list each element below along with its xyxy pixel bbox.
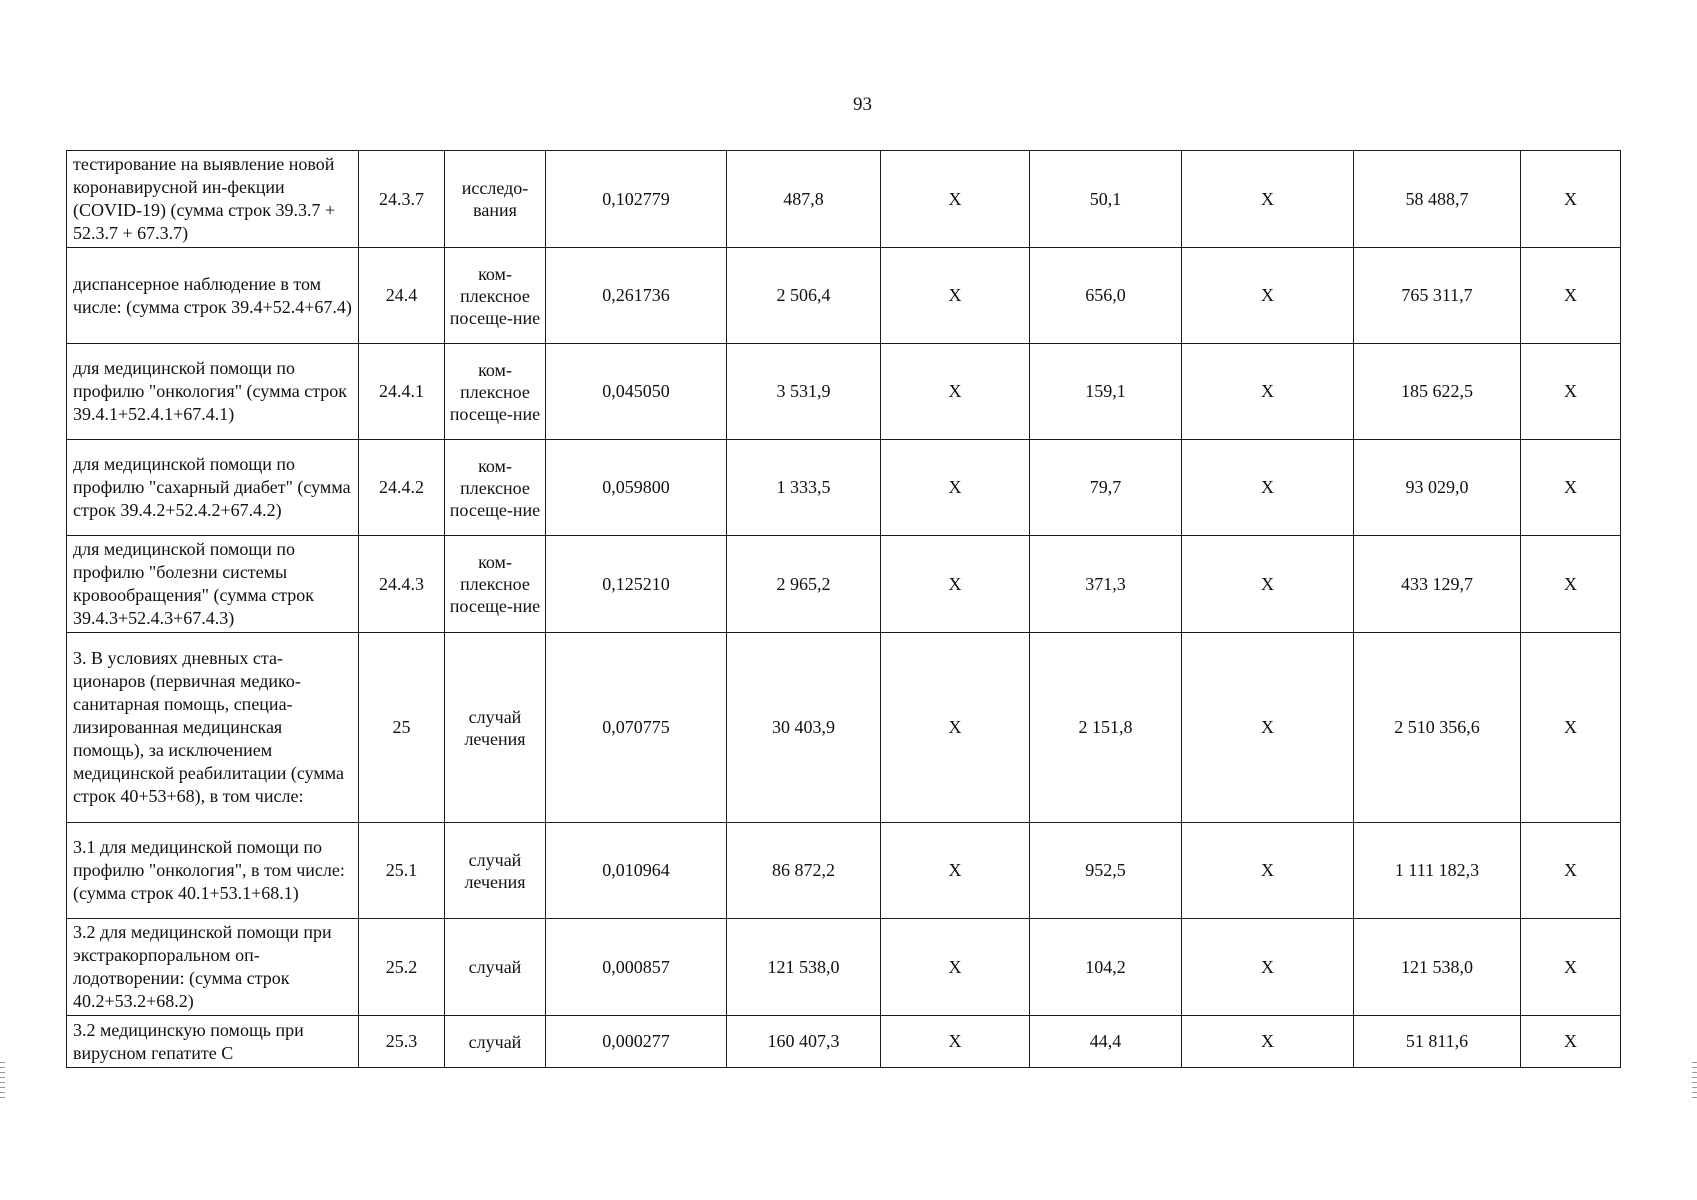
row-cell: X — [1182, 823, 1354, 919]
row-cell: X — [1182, 536, 1354, 633]
row-cell: X — [1521, 1016, 1621, 1068]
row-cell: 185 622,5 — [1354, 344, 1521, 440]
row-unit-cell: ком-плексное посеще-ние — [445, 536, 546, 633]
table-row — [67, 344, 1621, 440]
row-cell: X — [881, 344, 1030, 440]
row-code-cell: 24.4.2 — [359, 440, 445, 536]
row-cell: X — [1521, 919, 1621, 1016]
row-cell: X — [1521, 633, 1621, 823]
row-norm-cell: 0,000277 — [546, 1016, 727, 1068]
row-cell: X — [1521, 440, 1621, 536]
row-code-cell: 25.1 — [359, 823, 445, 919]
row-cell: 765 311,7 — [1354, 248, 1521, 344]
row-norm-cell: 0,125210 — [546, 536, 727, 633]
row-cell: 104,2 — [1030, 919, 1182, 1016]
row-unit-cell: ком-плексное посеще-ние — [445, 344, 546, 440]
row-unit-cell: случай лечения — [445, 633, 546, 823]
row-name-cell: для медицинской помощи по профилю "онкология" (сумма строк 39.4.1+52.4.1+67.4.1) — [67, 344, 359, 440]
row-cell: 656,0 — [1030, 248, 1182, 344]
row-name-cell: 3.2 для медицинской помощи при экстракорпоральном оп-лодотворении: (сумма строк 40.2+53.2+68.2) — [67, 919, 359, 1016]
row-name-cell: 3.1 для медицинской помощи по профилю "онкология", в том числе: (сумма строк 40.1+53.1+68.1) — [67, 823, 359, 919]
row-cell: 51 811,6 — [1354, 1016, 1521, 1068]
row-cell: X — [1521, 344, 1621, 440]
table-row — [67, 440, 1621, 536]
table-row — [67, 248, 1621, 344]
scan-edge-mark — [0, 1062, 5, 1098]
row-unit-cell: случай — [445, 1016, 546, 1068]
row-cell: X — [881, 248, 1030, 344]
row-cell: X — [1521, 536, 1621, 633]
row-cell: X — [1521, 248, 1621, 344]
row-cell: X — [881, 536, 1030, 633]
row-cell: X — [1521, 151, 1621, 248]
row-cost-cell: 160 407,3 — [727, 1016, 881, 1068]
row-cell: 952,5 — [1030, 823, 1182, 919]
row-cell: X — [881, 440, 1030, 536]
row-code-cell: 24.4.3 — [359, 536, 445, 633]
row-cost-cell: 1 333,5 — [727, 440, 881, 536]
page-number: 93 — [853, 94, 872, 115]
row-cell: X — [881, 151, 1030, 248]
row-cost-cell: 121 538,0 — [727, 919, 881, 1016]
row-cell: 121 538,0 — [1354, 919, 1521, 1016]
row-cell: 371,3 — [1030, 536, 1182, 633]
table-row — [67, 633, 1621, 823]
row-code-cell: 25 — [359, 633, 445, 823]
row-cell: X — [881, 1016, 1030, 1068]
row-cost-cell: 487,8 — [727, 151, 881, 248]
row-cell: X — [1182, 440, 1354, 536]
row-name-cell: 3.2 медицинскую помощь при вирусном гепатите С — [67, 1016, 359, 1068]
row-norm-cell: 0,045050 — [546, 344, 727, 440]
row-cell: 433 129,7 — [1354, 536, 1521, 633]
row-cell: X — [881, 919, 1030, 1016]
row-cell: X — [1182, 344, 1354, 440]
row-cost-cell: 2 965,2 — [727, 536, 881, 633]
row-cost-cell: 3 531,9 — [727, 344, 881, 440]
table-row — [67, 919, 1621, 1016]
table-row — [67, 823, 1621, 919]
row-cost-cell: 30 403,9 — [727, 633, 881, 823]
row-name-cell: для медицинской помощи по профилю "болезни системы кровообращения" (сумма строк 39.4.3+52.4.3+67.4.3) — [67, 536, 359, 633]
row-cell: X — [1182, 919, 1354, 1016]
table-row — [67, 536, 1621, 633]
row-code-cell: 25.2 — [359, 919, 445, 1016]
row-norm-cell: 0,059800 — [546, 440, 727, 536]
row-code-cell: 24.4 — [359, 248, 445, 344]
row-name-cell: диспансерное наблюдение в том числе: (сумма строк 39.4+52.4+67.4) — [67, 248, 359, 344]
row-name-cell: 3. В условиях дневных ста-ционаров (первичная медико-санитарная помощь, специа-лизированная медицинская помощь), за исключением медицинской реабилитации (сумма строк 40+53+68), в том числе: — [67, 633, 359, 823]
row-code-cell: 24.3.7 — [359, 151, 445, 248]
row-cell: 58 488,7 — [1354, 151, 1521, 248]
row-cell: X — [881, 823, 1030, 919]
row-cell: X — [1521, 823, 1621, 919]
table-row — [67, 1016, 1621, 1068]
row-norm-cell: 0,010964 — [546, 823, 727, 919]
row-cell: 1 111 182,3 — [1354, 823, 1521, 919]
row-norm-cell: 0,261736 — [546, 248, 727, 344]
table-row — [67, 151, 1621, 248]
row-cell: X — [1182, 248, 1354, 344]
row-cell: 50,1 — [1030, 151, 1182, 248]
row-norm-cell: 0,000857 — [546, 919, 727, 1016]
row-cell: X — [1182, 151, 1354, 248]
row-cost-cell: 86 872,2 — [727, 823, 881, 919]
row-cell: 2 151,8 — [1030, 633, 1182, 823]
row-unit-cell: случай лечения — [445, 823, 546, 919]
row-name-cell: тестирование на выявление новой коронавирусной ин-фекции (COVID-19) (сумма строк 39.3.7 + 52.3.7 + 67.3.7) — [67, 151, 359, 248]
row-unit-cell: исследо-вания — [445, 151, 546, 248]
row-cost-cell: 2 506,4 — [727, 248, 881, 344]
row-norm-cell: 0,102779 — [546, 151, 727, 248]
scan-edge-mark — [1692, 1062, 1697, 1098]
row-norm-cell: 0,070775 — [546, 633, 727, 823]
row-code-cell: 25.3 — [359, 1016, 445, 1068]
row-unit-cell: ком-плексное посеще-ние — [445, 440, 546, 536]
row-unit-cell: случай — [445, 919, 546, 1016]
row-code-cell: 24.4.1 — [359, 344, 445, 440]
row-cell: 2 510 356,6 — [1354, 633, 1521, 823]
row-cell: 79,7 — [1030, 440, 1182, 536]
row-unit-cell: ком-плексное посеще-ние — [445, 248, 546, 344]
row-cell: 93 029,0 — [1354, 440, 1521, 536]
row-cell: X — [1182, 633, 1354, 823]
norms-table — [66, 150, 1621, 1068]
row-name-cell: для медицинской помощи по профилю "сахарный диабет" (сумма строк 39.4.2+52.4.2+67.4.2) — [67, 440, 359, 536]
row-cell: 44,4 — [1030, 1016, 1182, 1068]
row-cell: X — [1182, 1016, 1354, 1068]
row-cell: X — [881, 633, 1030, 823]
row-cell: 159,1 — [1030, 344, 1182, 440]
